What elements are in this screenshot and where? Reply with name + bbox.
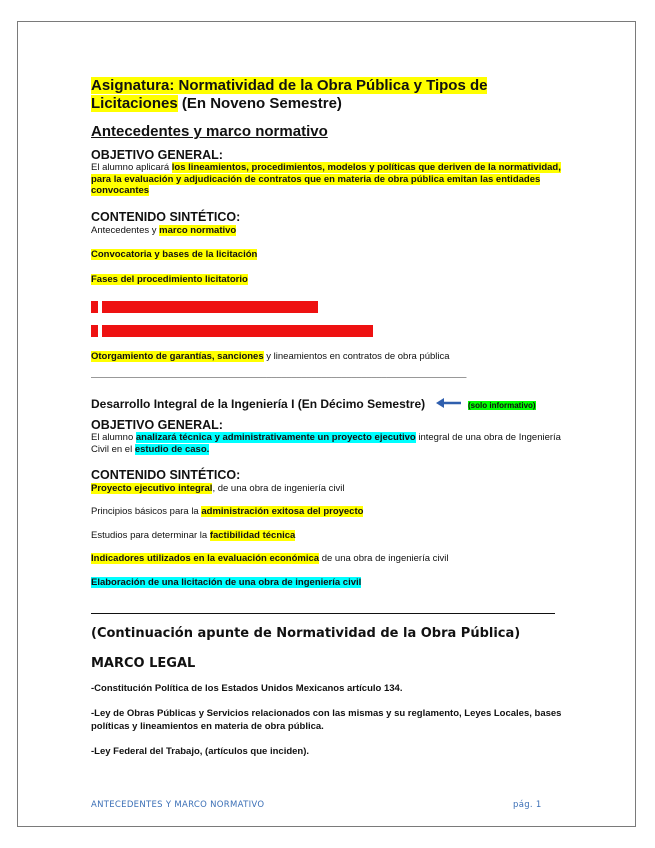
section2-content-item-1: Proyecto ejecutivo integral, de una obra de ingeniería civil [91, 483, 345, 494]
page-title: Asignatura: Normatividad de la Obra Pública y Tipos de Licitaciones (En Noveno Semestre) [91, 77, 488, 112]
left-arrow-icon [436, 395, 462, 413]
redaction-bar [102, 301, 318, 313]
section2-content-item-5: Elaboración de una licitación de una obra de ingeniería civil [91, 577, 362, 588]
section3-heading: (Continuación apunte de Normatividad de la Obra Pública) [91, 626, 521, 641]
law-item-3: -Ley Federal del Trabajo, (artículos que inciden). [91, 746, 310, 757]
section-separator-2 [91, 613, 555, 614]
section1-heading: Antecedentes y marco normativo [91, 123, 328, 140]
section2-content-label: CONTENIDO SINTÉTICO: [91, 468, 241, 482]
law-item-1: -Constitución Política de los Estados Unidos Mexicanos artículo 134. [91, 683, 403, 694]
redaction-mark [91, 325, 98, 337]
page-number: pág. 1 [513, 800, 542, 810]
section2-content-item-3: Estudios para determinar la factibilidad técnica [91, 530, 296, 541]
section2-objective-label: OBJETIVO GENERAL: [91, 418, 223, 432]
footer-left: ANTECEDENTES Y MARCO NORMATIVO [91, 800, 265, 810]
section1-objective-text: El alumno aplicará los lineamientos, procedimientos, modelos y políticas que deriven de la normatividad, para la evaluación y adjudicación de contratos que en materia de obra pública emitan las entidades convocantes [91, 162, 561, 196]
section1-content-item-2: Convocatoria y bases de la licitación [91, 249, 258, 260]
document-page [17, 21, 636, 827]
section3-subheading: MARCO LEGAL [91, 656, 196, 671]
section2-content-item-4: Indicadores utilizados en la evaluación económica de una obra de ingeniería civil [91, 553, 449, 564]
section2-content-item-2: Principios básicos para la administración exitosa del proyecto [91, 506, 364, 517]
section1-content-item-1: Antecedentes y marco normativo [91, 225, 237, 236]
section2-heading: Desarrollo Integral de la Ingeniería I (En Décimo Semestre) [91, 397, 426, 412]
section2-heading-row [91, 395, 536, 413]
section2-objective-text: El alumno analizará técnica y administrativamente un proyecto ejecutivo integral de una obra de Ingeniería Civil en el estudio de caso. [91, 432, 561, 455]
section1-content-label: CONTENIDO SINTÉTICO: [91, 210, 241, 224]
redaction-bar [102, 325, 373, 337]
informative-note: (solo informativo) [468, 401, 536, 411]
section1-objective-label: OBJETIVO GENERAL: [91, 148, 223, 162]
section1-content-item-3: Fases del procedimiento licitatorio [91, 274, 248, 285]
section1-content-item-6: Otorgamiento de garantías, sanciones y lineamientos en contratos de obra pública [91, 351, 450, 362]
section-separator-1: ___________________________________________________________________________ [91, 368, 467, 378]
redaction-mark [91, 301, 98, 313]
law-item-2: -Ley de Obras Públicas y Servicios relacionados con las mismas y su reglamento, Leyes Locales, bases políticas y lineamientos en materia de obra pública. [91, 708, 562, 732]
